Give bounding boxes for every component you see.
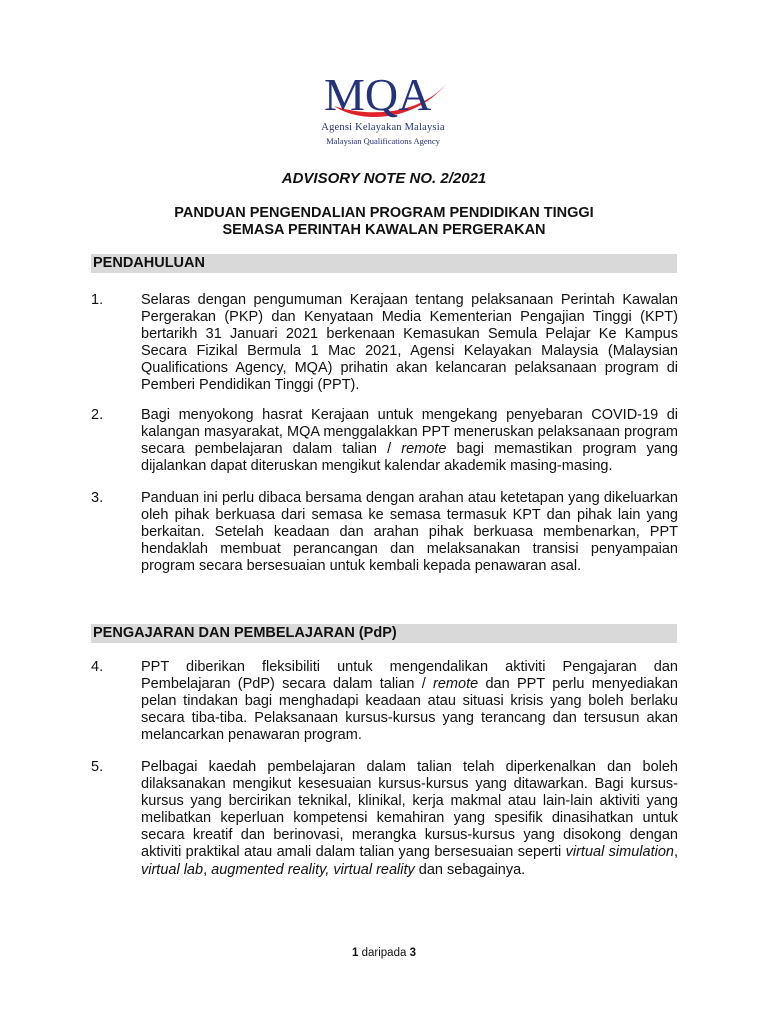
section-heading-pendahuluan: PENDAHULUAN xyxy=(91,254,677,273)
document-title-line1: PANDUAN PENGENDALIAN PROGRAM PENDIDIKAN TINGGI xyxy=(174,205,594,221)
document-title-line2: SEMASA PERINTAH KAWALAN PERGERAKAN xyxy=(222,222,546,238)
paragraph-4 xyxy=(91,659,678,744)
paragraph-number: 4. xyxy=(91,659,104,675)
paragraph-1 xyxy=(91,292,678,395)
paragraph-text: Selaras dengan pengumuman Kerajaan tentang pelaksanaan Perintah Kawalan Pergerakan (PKP) dan Kenyataan Media Kementerian Pengajian Tinggi (KPT) bertarikh 31 Januari 2021 berkenaan Kemasukan Semula Pelajar Ke Kampus Secara Fizikal Bermula 1 Mac 2021, Agensi Kelayakan Malaysia (Malaysian Qualifications Agency, MQA) prihatin akan kelancaran pelaksanaan program di Pemberi Pendidikan Tinggi (PPT). xyxy=(141,292,678,394)
advisory-note-title: ADVISORY NOTE NO. 2/2021 xyxy=(281,170,487,187)
paragraph-number: 1. xyxy=(91,292,104,308)
paragraph-number: 5. xyxy=(91,759,104,775)
paragraph-text: Pelbagai kaedah pembelajaran dalam talian telah diperkenalkan dan boleh dilaksanakan mengikut kesesuaian kursus-kursus yang ditawarkan. Bagi kursus-kursus yang bercirikan teknikal, klinikal, kerja makmal atau lain-lain aktiviti yang melibatkan keperluan kompetensi kemahiran yang spesifik dinasihatkan untuk secara kreatif dan berinovasi, merangka kursus-kursus yang disokong dengan aktiviti praktikal atau amali dalam talian yang bersesuaian seperti virtual simulation, virtual lab, augmented reality, virtual reality dan sebagainya. xyxy=(141,759,678,878)
paragraph-3 xyxy=(91,490,678,575)
paragraph-number: 2. xyxy=(91,407,104,423)
paragraph-text: Bagi menyokong hasrat Kerajaan untuk mengekang penyebaran COVID-19 di kalangan masyarakat, MQA menggalakkan PPT meneruskan pelaksanaan program secara pembelajaran dalam talian / remote bagi memastikan program yang dijalankan dapat diteruskan mengikut kalendar akademik masing-masing. xyxy=(141,407,678,475)
total-pages: 3 xyxy=(409,947,416,959)
paragraph-number: 3. xyxy=(91,490,104,506)
agency-name-english: Malaysian Qualifications Agency xyxy=(326,136,440,146)
section-heading-pdp: PENGAJARAN DAN PEMBELAJARAN (PdP) xyxy=(91,624,677,643)
paragraph-5 xyxy=(91,759,678,879)
mqa-logo-mark xyxy=(320,66,448,126)
page-number-footer xyxy=(0,947,768,959)
paragraph-text: PPT diberikan fleksibiliti untuk mengendalikan aktiviti Pengajaran dan Pembelajaran (PdP) secara dalam talian / remote dan PPT perlu menyediakan pelan tindakan bagi menghadapi keadaan atau situasi krisis yang boleh berlaku secara tiba-tiba. Pelaksanaan kursus-kursus yang terancang dan tersusun akan melancarkan penawaran program. xyxy=(141,659,678,744)
paragraph-2 xyxy=(91,407,678,475)
agency-name-malay: Agensi Kelayakan Malaysia xyxy=(321,122,445,133)
of-text: daripada xyxy=(361,947,407,959)
mqa-logo-letters: MQA xyxy=(324,69,432,120)
current-page: 1 xyxy=(352,947,359,959)
mqa-logo xyxy=(318,62,448,152)
paragraph-text: Panduan ini perlu dibaca bersama dengan arahan atau ketetapan yang dikeluarkan oleh pihak berkuasa dari semasa ke semasa termasuk KPT dan pihak lain yang berkaitan. Setelah keadaan dan arahan pihak berkuasa membenarkan, PPT hendaklah membuat perancangan dan melaksanakan transisi penyampaian program secara bersesuaian untuk kembali kepada penawaran asal. xyxy=(141,490,678,575)
